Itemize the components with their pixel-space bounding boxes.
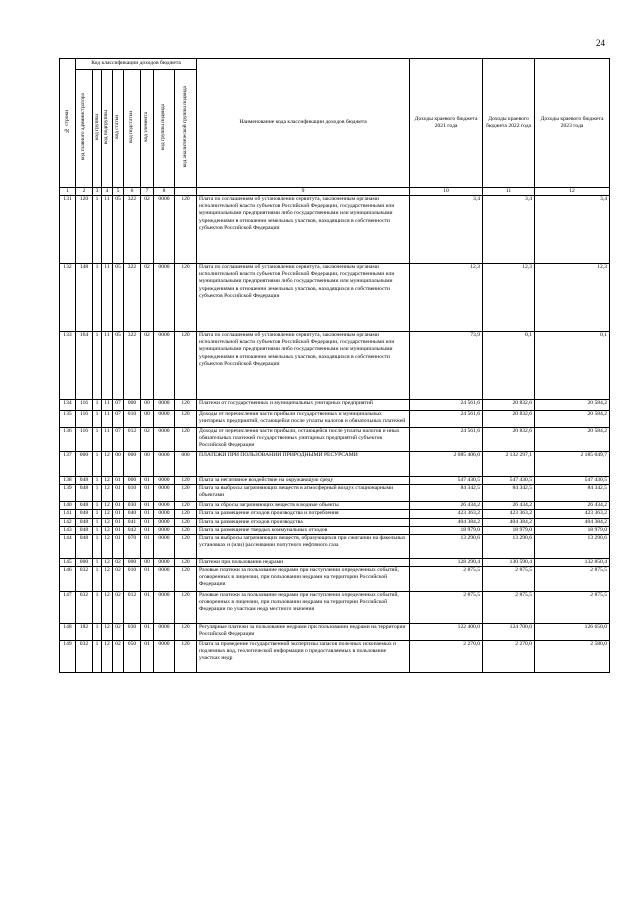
table-row [60,518,610,526]
article-code-cell: 07 [113,411,124,428]
amount-2021-cell: 128 290,4 [410,558,483,566]
subarticle-code-cell: 040 [124,510,141,518]
element-code-cell: 01 [141,518,154,526]
element-code-cell: 00 [141,558,154,566]
subarticle-code-cell: 010 [124,567,141,592]
amount-2022-cell: 13 290,6 [483,534,535,558]
article-code-cell: 01 [113,477,124,485]
group-code-cell: 1 [93,264,102,332]
amount-2022-cell: 2 132 297,1 [483,452,535,477]
subtype-group-code-cell: 0000 [154,452,175,477]
subgroup-code-cell: 12 [102,485,113,502]
element-code-cell: 02 [141,196,154,264]
element-code-cell: 00 [141,452,154,477]
admin-code-cell: 120 [76,196,93,264]
admin-code-cell: 032 [76,641,93,673]
admin-code-cell: 048 [76,534,93,558]
subarticle-code-cell: 012 [124,428,141,452]
name-cell: Плата за выбросы загрязняющих веществ, образующихся при сжигании на факельных установках и (или) рассеивании попутного нефтяного газа [197,534,410,558]
subarticle-code-cell: 030 [124,502,141,510]
subarticle-code-cell: 010 [124,411,141,428]
code-col-header: код элемента [141,70,154,188]
table-row [60,411,610,428]
element-code-cell: 02 [141,264,154,332]
article-code-cell: 00 [113,452,124,477]
element-code-cell: 02 [141,428,154,452]
subgroup-code-cell: 12 [102,502,113,510]
subgroup-code-cell: 11 [102,411,113,428]
name-cell: Платежи от государственных и муниципальных унитарных предприятий [197,400,410,411]
analytic-group-code-cell: 120 [175,518,197,526]
name-cell: Платежи при пользовании недрами [197,558,410,566]
analytic-group-code-cell: 120 [175,264,197,332]
code-col-header: код главного администратора [76,70,93,188]
amount-2021-cell: 84 342,5 [410,485,483,502]
amount-2023-cell: 20 584,2 [535,400,610,411]
code-col-header: код подстатьи [124,70,141,188]
admin-code-cell: 048 [76,518,93,526]
article-code-cell: 02 [113,567,124,592]
name-cell: Плата за негативное воздействие на окружающую среду [197,477,410,485]
element-code-cell: 01 [141,641,154,673]
amount-2021-cell: 2 875,5 [410,567,483,592]
subarticle-code-cell: 000 [124,477,141,485]
row-number-cell: 143 [60,526,76,534]
column-index: 2 [76,188,93,196]
code-col-header: код подгруппы [102,70,113,188]
amount-2023-cell: 18 979,0 [535,526,610,534]
amount-2023-cell: 423 363,2 [535,510,610,518]
article-code-cell: 07 [113,428,124,452]
analytic-group-code-cell: 000 [175,452,197,477]
name-cell: Плата по соглашениям об установлении сервитута, заключенным органами исполнительной власти субъектов Российской Федерации, государственными или муниципальными предприятиями либо государственными или муниципальными учреждениями в отношении земельных участков, находящихся в собственности субъектов Российской Федерации [197,332,410,400]
subarticle-code-cell: 042 [124,526,141,534]
analytic-group-code-cell: 120 [175,558,197,566]
name-cell: Плата за размещение твердых коммунальных отходов [197,526,410,534]
amount-2021-cell: 24 561,6 [410,400,483,411]
amount-2022-cell: 2 875,5 [483,592,535,624]
row-number-cell: 146 [60,567,76,592]
subtype-group-code-cell: 0000 [154,510,175,518]
name-cell: Плата по соглашениям об установлении сервитута, заключенным органами исполнительной власти субъектов Российской Федерации, государственными или муниципальными предприятиями либо государственными или муниципальными учреждениями в отношении земельных участков, находящихся в собственности субъектов Российской Федерации [197,264,410,332]
group-code-cell: 1 [93,592,102,624]
amount-2023-cell: 132 850,4 [535,558,610,566]
row-number-cell: 145 [60,558,76,566]
row-number-cell: 142 [60,518,76,526]
amount-2022-cell: 26 434,2 [483,502,535,510]
admin-code-cell: 000 [76,558,93,566]
article-code-cell: 01 [113,518,124,526]
group-code-cell: 1 [93,196,102,264]
amount-2021-cell: 13 290,6 [410,534,483,558]
column-index: 11 [483,188,535,196]
element-code-cell: 01 [141,624,154,641]
element-code-cell: 01 [141,534,154,558]
amount-2023-cell: 26 434,2 [535,502,610,510]
subgroup-code-cell: 12 [102,477,113,485]
subtype-group-code-cell: 0000 [154,518,175,526]
article-code-cell: 02 [113,558,124,566]
article-code-cell: 02 [113,641,124,673]
amount-2022-cell: 20 832,6 [483,400,535,411]
amount-2021-cell: 423 363,2 [410,510,483,518]
amount-2022-cell: 130 590,4 [483,558,535,566]
analytic-group-code-cell: 120 [175,411,197,428]
element-code-cell: 01 [141,477,154,485]
group-code-cell: 1 [93,332,102,400]
name-cell: Плата за выбросы загрязняющих веществ в атмосферный воздух стационарными объектами [197,485,410,502]
row-number-cell: 149 [60,641,76,673]
amount-2023-cell: 13 290,6 [535,534,610,558]
code-col-header: код группы подвида [154,70,175,188]
name-cell: Плата за проведение государственной экспертизы запасов полезных ископаемых и подземных вод, геологической информации о предоставляемых в пользование участках недр [197,641,410,673]
table-row [60,624,610,641]
subtype-group-code-cell: 0000 [154,477,175,485]
subarticle-code-cell: 050 [124,641,141,673]
article-code-cell: 02 [113,624,124,641]
subgroup-code-cell: 12 [102,641,113,673]
amount-2023-cell: 2 185 049,7 [535,452,610,477]
amount-2022-cell: 20 832,6 [483,428,535,452]
subgroup-code-cell: 12 [102,526,113,534]
code-col-header: код аналитической группы подвида [175,70,197,188]
analytic-group-code-cell: 120 [175,641,197,673]
subarticle-code-cell: 030 [124,624,141,641]
admin-code-cell: 048 [76,526,93,534]
amount-2022-cell: 404 384,2 [483,518,535,526]
table-row [60,510,610,518]
amount-2021-cell: 547 430,5 [410,477,483,485]
column-index: 1 [60,188,76,196]
row-number-cell: 133 [60,332,76,400]
admin-code-cell: 048 [76,502,93,510]
amount-2022-cell: 124 700,0 [483,624,535,641]
amount-2022-cell: 2 875,5 [483,567,535,592]
code-col-header: код группы [93,70,102,188]
amount-2022-cell: 12,3 [483,264,535,332]
amount-2022-cell: 0,1 [483,332,535,400]
subgroup-code-cell: 11 [102,400,113,411]
column-index [175,188,197,196]
table-row [60,485,610,502]
amount-2021-cell: 122 400,0 [410,624,483,641]
analytic-group-code-cell: 120 [175,567,197,592]
name-cell: Доходы от перечисления части прибыли, остающейся после уплаты налогов и иных обязательных платежей государственных унитарных предприятий субъектов Российской Федерации [197,428,410,452]
column-index: 3 [93,188,102,196]
amount-2021-cell: 404 384,2 [410,518,483,526]
subtype-group-code-cell: 0000 [154,332,175,400]
amount-2021-cell: 24 561,6 [410,428,483,452]
admin-code-cell: 048 [76,477,93,485]
name-cell: Разовые платежи за пользование недрами при наступлении определенных событий, оговоренных в лицензии, при пользовании недрами на территории Российской Федерации по участкам недр местного значения [197,592,410,624]
group-code-cell: 1 [93,558,102,566]
group-code-cell: 1 [93,526,102,534]
analytic-group-code-cell: 120 [175,526,197,534]
article-code-cell: 01 [113,485,124,502]
analytic-group-code-cell: 120 [175,624,197,641]
group-code-cell: 1 [93,485,102,502]
subarticle-code-cell: 041 [124,518,141,526]
name-cell: Регулярные платежи за пользование недрами при пользовании недрами на территории Российской Федерации [197,624,410,641]
amount-2021-cell: 3,4 [410,196,483,264]
table-row [60,534,610,558]
row-number-cell: 131 [60,196,76,264]
subtype-group-code-cell: 0000 [154,567,175,592]
row-number-cell: 132 [60,264,76,332]
row-number-cell: 144 [60,534,76,558]
subarticle-code-cell: 000 [124,452,141,477]
subtype-group-code-cell: 0000 [154,534,175,558]
table-row [60,641,610,673]
analytic-group-code-cell: 120 [175,332,197,400]
analytic-group-code-cell: 120 [175,502,197,510]
amount-2022-cell: 547 430,5 [483,477,535,485]
row-number-cell: 134 [60,400,76,411]
article-code-cell: 01 [113,502,124,510]
amount-2022-cell: 84 342,5 [483,485,535,502]
amount-2023-cell: 0,1 [535,332,610,400]
admin-code-cell: 148 [76,264,93,332]
row-number-cell: 137 [60,452,76,477]
element-code-cell: 02 [141,332,154,400]
column-index: 6 [124,188,141,196]
amount-2022-cell: 20 832,6 [483,411,535,428]
table-row [60,592,610,624]
subgroup-code-cell: 12 [102,592,113,624]
subarticle-code-cell: 000 [124,558,141,566]
year-2021-header: Доходы краевого бюджета 2021 года [410,59,483,188]
analytic-group-code-cell: 120 [175,196,197,264]
analytic-group-code-cell: 120 [175,534,197,558]
table-row [60,400,610,411]
group-code-cell: 1 [93,452,102,477]
analytic-group-code-cell: 120 [175,477,197,485]
amount-2021-cell: 24 561,6 [410,411,483,428]
column-index: 5 [113,188,124,196]
year-2022-header: Доходы краевого бюджета 2022 года [483,59,535,188]
subarticle-code-cell: 000 [124,400,141,411]
subtype-group-code-cell: 0000 [154,428,175,452]
subgroup-code-cell: 12 [102,624,113,641]
subarticle-code-cell: 322 [124,264,141,332]
subtype-group-code-cell: 0000 [154,502,175,510]
admin-code-cell: 032 [76,592,93,624]
budget-revenue-table [59,58,610,673]
name-cell: Доходы от перечисления части прибыли государственных и муниципальных унитарных предприятий, остающейся после уплаты налогов и обязательных платежей [197,411,410,428]
table-row [60,332,610,400]
subgroup-code-cell: 12 [102,510,113,518]
group-code-cell: 1 [93,534,102,558]
subarticle-code-cell: 322 [124,196,141,264]
amount-2021-cell: 26 434,2 [410,502,483,510]
table-row [60,452,610,477]
row-number-cell: 136 [60,428,76,452]
amount-2021-cell: 73,9 [410,332,483,400]
element-code-cell: 01 [141,567,154,592]
amount-2021-cell: 18 979,0 [410,526,483,534]
column-index: 9 [197,188,410,196]
page-number: 24 [596,38,605,48]
article-code-cell: 07 [113,400,124,411]
admin-code-cell: 182 [76,624,93,641]
group-code-cell: 1 [93,518,102,526]
article-code-cell: 05 [113,196,124,264]
table-row [60,526,610,534]
article-code-cell: 05 [113,264,124,332]
subtype-group-code-cell: 0000 [154,411,175,428]
admin-code-cell: 116 [76,411,93,428]
group-code-cell: 1 [93,502,102,510]
name-header: Наименование кода классификации доходов бюджета [197,59,410,188]
subtype-group-code-cell: 0000 [154,485,175,502]
amount-2021-cell: 2 875,5 [410,592,483,624]
element-code-cell: 01 [141,502,154,510]
group-code-cell: 1 [93,428,102,452]
subtype-group-code-cell: 0000 [154,624,175,641]
row-number-cell: 141 [60,510,76,518]
subarticle-code-cell: 322 [124,332,141,400]
article-code-cell: 05 [113,332,124,400]
group-code-cell: 1 [93,624,102,641]
row-number-cell: 135 [60,411,76,428]
code-col-header: код статьи [113,70,124,188]
admin-code-cell: 000 [76,452,93,477]
column-index: 8 [154,188,175,196]
table-row [60,428,610,452]
element-code-cell: 01 [141,526,154,534]
amount-2022-cell: 18 979,0 [483,526,535,534]
column-index: 7 [141,188,154,196]
amount-2023-cell: 126 650,0 [535,624,610,641]
amount-2023-cell: 20 584,2 [535,428,610,452]
name-cell: Плата за сбросы загрязняющих веществ в водные объекты [197,502,410,510]
group-code-cell: 1 [93,510,102,518]
row-number-cell: 148 [60,624,76,641]
row-number-cell: 140 [60,502,76,510]
subgroup-code-cell: 11 [102,332,113,400]
article-code-cell: 01 [113,510,124,518]
admin-code-cell: 116 [76,400,93,411]
name-cell: ПЛАТЕЖИ ПРИ ПОЛЬЗОВАНИИ ПРИРОДНЫМИ РЕСУРСАМИ [197,452,410,477]
subtype-group-code-cell: 0000 [154,264,175,332]
table-row [60,558,610,566]
amount-2022-cell: 3,4 [483,196,535,264]
element-code-cell: 01 [141,592,154,624]
admin-code-cell: 164 [76,332,93,400]
code-group-header: Код классификации доходов бюджета [76,59,197,70]
element-code-cell: 01 [141,510,154,518]
table-row [60,264,610,332]
column-index-row [60,188,610,196]
element-code-cell: 01 [141,485,154,502]
amount-2021-cell: 2 085 406,0 [410,452,483,477]
amount-2022-cell: 423 363,2 [483,510,535,518]
column-index: 4 [102,188,113,196]
subgroup-code-cell: 12 [102,518,113,526]
group-code-cell: 1 [93,400,102,411]
name-cell: Разовые платежи за пользование недрами при наступлении определенных событий, оговоренных в лицензии, при пользовании недрами на территории Российской Федерации [197,567,410,592]
amount-2023-cell: 547 430,5 [535,477,610,485]
row-number-cell: 147 [60,592,76,624]
name-cell: Плата по соглашениям об установлении сервитута, заключенным органами исполнительной власти субъектов Российской Федерации, государственными или муниципальными предприятиями либо государственными или муниципальными учреждениями в отношении земельных участков, находящихся в собственности субъектов Российской Федерации [197,196,410,264]
table-row [60,502,610,510]
table-row [60,196,610,264]
group-code-cell: 1 [93,477,102,485]
amount-2022-cell: 2 270,0 [483,641,535,673]
subgroup-code-cell: 12 [102,534,113,558]
amount-2023-cell: 2 875,5 [535,592,610,624]
element-code-cell: 00 [141,400,154,411]
name-cell: Плата за размещение отходов производства [197,518,410,526]
admin-code-cell: 116 [76,428,93,452]
amount-2023-cell: 3,4 [535,196,610,264]
subgroup-code-cell: 11 [102,196,113,264]
table-row [60,567,610,592]
name-cell: Плата за размещение отходов производства и потребления [197,510,410,518]
subtype-group-code-cell: 0000 [154,592,175,624]
row-number-cell: 139 [60,485,76,502]
subarticle-code-cell: 070 [124,534,141,558]
subarticle-code-cell: 010 [124,485,141,502]
group-code-cell: 1 [93,567,102,592]
admin-code-cell: 032 [76,567,93,592]
article-code-cell: 01 [113,534,124,558]
row-number-header: № строки [60,59,76,188]
subtype-group-code-cell: 0000 [154,400,175,411]
amount-2021-cell: 2 270,0 [410,641,483,673]
subtype-group-code-cell: 0000 [154,526,175,534]
amount-2023-cell: 20 584,2 [535,411,610,428]
year-2023-header: Доходы краевого бюджета 2023 года [535,59,610,188]
group-code-cell: 1 [93,641,102,673]
column-index: 10 [410,188,483,196]
subgroup-code-cell: 12 [102,452,113,477]
subgroup-code-cell: 12 [102,558,113,566]
column-index: 12 [535,188,610,196]
element-code-cell: 00 [141,411,154,428]
analytic-group-code-cell: 120 [175,592,197,624]
subarticle-code-cell: 012 [124,592,141,624]
analytic-group-code-cell: 120 [175,428,197,452]
subgroup-code-cell: 11 [102,428,113,452]
analytic-group-code-cell: 120 [175,510,197,518]
admin-code-cell: 048 [76,485,93,502]
subtype-group-code-cell: 0000 [154,196,175,264]
admin-code-cell: 048 [76,510,93,518]
amount-2023-cell: 2 875,5 [535,567,610,592]
subtype-group-code-cell: 0000 [154,641,175,673]
amount-2023-cell: 404 384,2 [535,518,610,526]
subgroup-code-cell: 11 [102,264,113,332]
table-row [60,477,610,485]
analytic-group-code-cell: 120 [175,485,197,502]
subgroup-code-cell: 12 [102,567,113,592]
amount-2021-cell: 12,3 [410,264,483,332]
amount-2023-cell: 12,3 [535,264,610,332]
analytic-group-code-cell: 120 [175,400,197,411]
article-code-cell: 02 [113,592,124,624]
subtype-group-code-cell: 0000 [154,558,175,566]
amount-2023-cell: 84 342,5 [535,485,610,502]
row-number-cell: 138 [60,477,76,485]
article-code-cell: 01 [113,526,124,534]
amount-2023-cell: 2 580,0 [535,641,610,673]
group-code-cell: 1 [93,411,102,428]
